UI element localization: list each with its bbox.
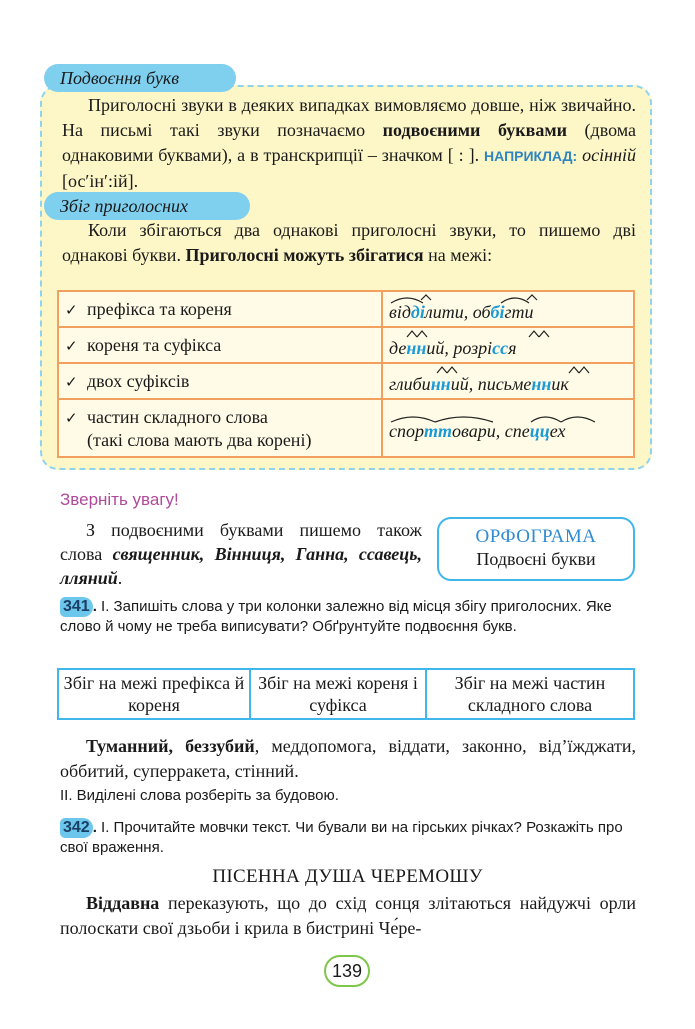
attention-text: З подвоєними буквами пишемо також слова священник, Вінниця, Ганна, ссавець, лляний. (60, 520, 422, 588)
table-row: ✓ частин складного слова (такі слова мають два корені) спорттовари, спеццех (58, 399, 634, 457)
column-header: Збіг на межі префікса й кореня (58, 669, 250, 719)
check-icon: ✓ (65, 336, 78, 355)
arc-marks (389, 330, 579, 340)
orthogram-box (437, 517, 635, 581)
columns-table (57, 668, 635, 720)
orthogram-title: ОРФОГРАМА (475, 526, 597, 547)
check-icon: ✓ (65, 408, 78, 427)
arc-marks (389, 294, 579, 304)
table-row: ✓ префікса та кореня відділити, оббігти (58, 291, 634, 327)
column-header: Збіг на межі частин складного слова (426, 669, 634, 719)
table-row: ✓ кореня та суфікса денний, розрісся (58, 327, 634, 363)
check-icon: ✓ (65, 300, 78, 319)
exercise-341-task2: ІІ. Виділені слова розберіть за будовою. (60, 787, 339, 804)
arc-marks (389, 413, 629, 423)
rule-table (57, 290, 635, 458)
text-title: ПІСЕННА ДУША ЧЕРЕМОШУ (212, 866, 483, 887)
exercise-342-task: 342 . І. Прочитайте мовчки текст. Чи бували ви на гірських річках? Розкажіть про свої враження. (60, 819, 623, 856)
rule-title-doubling: Подвоєння букв (44, 64, 236, 92)
exercise-341-task: 341 . І. Запишіть слова у три колонки залежно від місця збігу приголосних. Яке слово й чому не треба виписувати? Обґрунтуйте подвоєння букв. (60, 598, 612, 635)
example-label: НАПРИКЛАД: (484, 148, 578, 164)
rule-cluster-text: Коли збігаються два однакові приголосні звуки, то пишемо дві однакові букви. Приголосні можуть збігатися на межі: (62, 220, 636, 265)
rule-title-cluster: Збіг приголосних (44, 192, 250, 220)
column-header: Збіг на межі кореня і суфікса (250, 669, 426, 719)
attention-title: Зверніть увагу! (60, 490, 179, 509)
exercise-number: 341 (60, 597, 93, 617)
arc-marks (389, 366, 629, 376)
check-icon: ✓ (65, 372, 78, 391)
page-number: 139 (324, 955, 370, 987)
exercise-number: 342 (60, 818, 93, 838)
rule-doubling-text: Приголосні звуки в деяких випадках вимовляємо довше, ніж звичайно. На письмі такі звуки позначаємо подвоєними буквами (двома однаковими буквами), а в транскрипції – значком [ : ]. НАПРИКЛАД: осінній [ос′ін′:ій]. (62, 95, 637, 191)
table-row: ✓ двох суфіксів глибинний, письменник (58, 363, 634, 399)
exercise-342-text: Віддавна переказують, що до схід сонця злітаються найдужчі орли полоскати свої дзьоби і крила в бистрині Че́ре- (60, 893, 636, 938)
exercise-341-words: Туманний, беззубий, меддопомога, віддати, законно, від’їжджати, оббитий, суперракета, стінний. (60, 736, 636, 781)
orthogram-subtitle: Подвоєні букви (476, 549, 596, 569)
